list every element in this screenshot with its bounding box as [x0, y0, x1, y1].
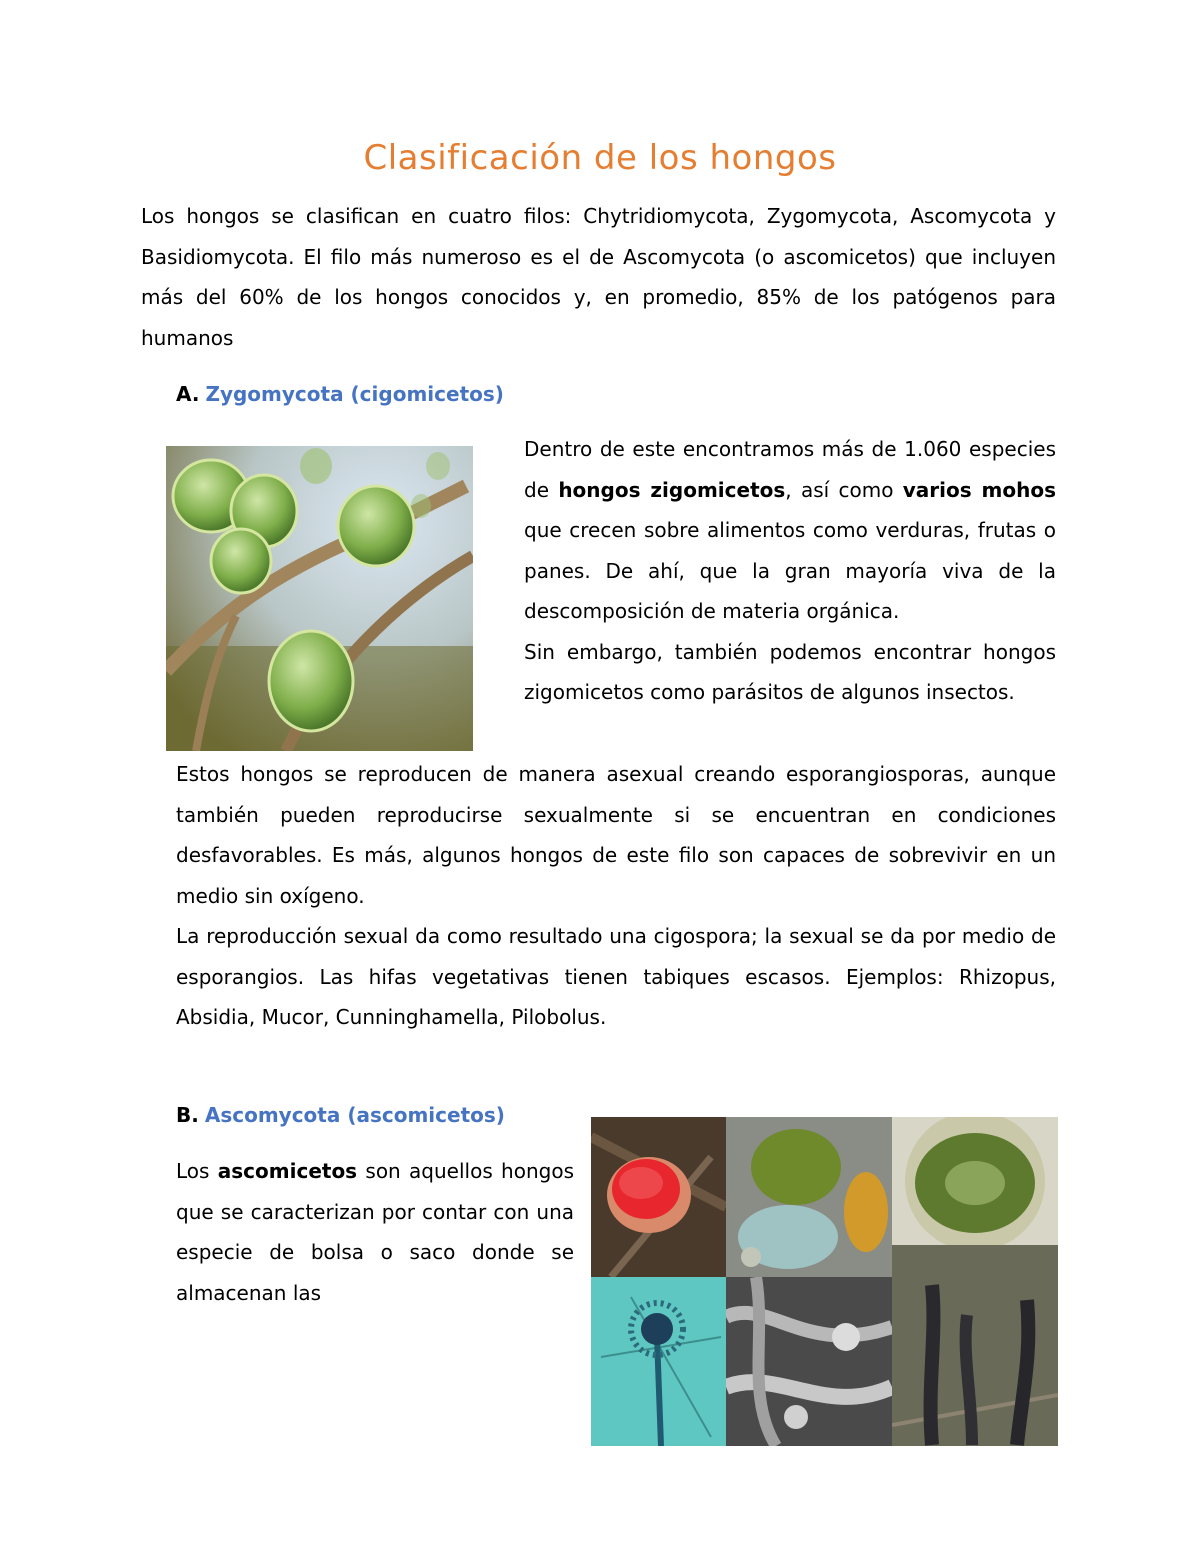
petri-dish-photo: [892, 1117, 1058, 1245]
zygomycota-illustration: [166, 446, 473, 751]
bold-run: varios mohos: [902, 477, 1057, 502]
section-a-label: A.: [176, 382, 200, 406]
text-run: , así como: [785, 477, 903, 502]
section-a-side-text: [524, 429, 1056, 713]
text-run: Los: [176, 1159, 218, 1183]
dead-mans-fingers-photo: [892, 1245, 1058, 1446]
text-run: que crecen sobre alimentos como verduras, frutas o panes. De ahí, que la gran mayoría viva de la descomposición de materia orgánica.: [524, 518, 1056, 623]
ascomycota-photo-collage: [591, 1117, 1058, 1446]
sem-hyphae-photo: [726, 1277, 892, 1446]
section-a-paragraph-3: Estos hongos se reproducen de manera asexual creando esporangiosporas, aunque también pueden reproducirse sexualmente si se encuentran en condiciones desfavorables. Es más, algunos hongos de este filo son capaces de sobrevivir en un medio sin oxígeno.: [176, 762, 1056, 908]
section-b-heading: [176, 1101, 505, 1129]
section-a-body: [176, 754, 1056, 1038]
section-a-title: Zygomycota (cigomicetos): [205, 382, 504, 406]
section-b-label: B.: [176, 1103, 199, 1127]
lichen-photo: [726, 1117, 892, 1277]
section-a-paragraph-2: Sin embargo, también podemos encontrar hongos zigomicetos como parásitos de algunos insectos.: [524, 639, 1056, 704]
section-b-paragraph-1: [176, 1151, 574, 1313]
text-run: son aquellos hongos que se caracterizan por contar con una especie de bolsa o saco donde se almacenan las: [176, 1159, 574, 1305]
section-a-heading: [176, 380, 504, 408]
section-b-title: Ascomycota (ascomicetos): [204, 1103, 505, 1127]
text-run: Dentro de este encontramos más de 1.060 especies de: [524, 437, 1056, 502]
section-b-side-text: [176, 1151, 574, 1313]
section-a-paragraph-1: [524, 429, 1056, 632]
bold-run: hongos zigomicetos: [558, 477, 786, 502]
section-a-paragraph-4: La reproducción sexual da como resultado una cigospora; la sexual se da por medio de esporangios. Las hifas vegetativas tienen tabiques escasos. Ejemplos: Rhizopus, Absidia, Mucor, Cunninghamella, Pilobolus.: [176, 924, 1056, 1029]
bold-run: ascomicetos: [217, 1159, 358, 1183]
intro-paragraph: Los hongos se clasifican en cuatro filos: Chytridiomycota, Zygomycota, Ascomycota y Basidiomycota. El filo más numeroso es el de Ascomycota (o ascomicetos) que incluyen más del 60% de los hongos conocidos y, en promedio, 85% de los patógenos para humanos: [141, 204, 1056, 350]
cup-fungus-photo: [591, 1117, 726, 1277]
aspergillus-micro-photo: [591, 1277, 726, 1446]
page-title: Clasificación de los hongos: [363, 138, 837, 178]
